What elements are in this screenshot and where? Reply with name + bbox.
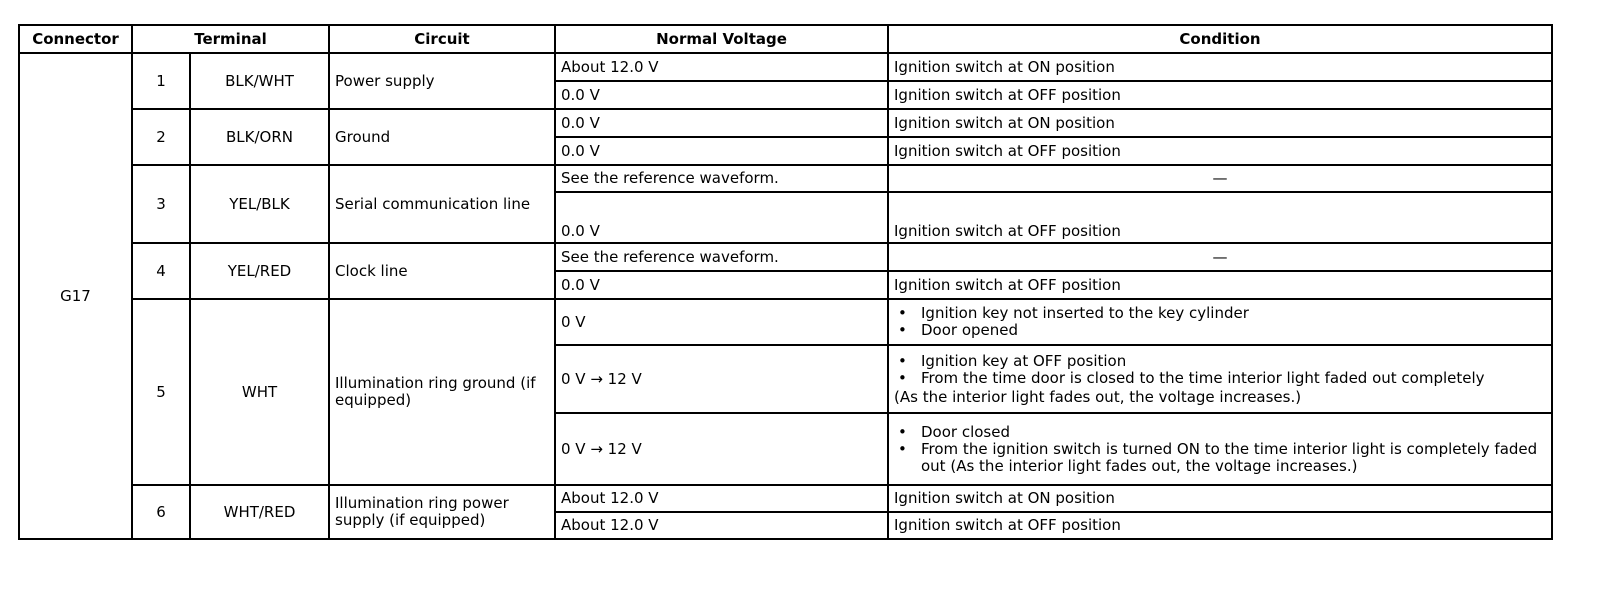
wire-color: WHT/RED — [190, 485, 329, 539]
header-connector: Connector — [19, 25, 132, 53]
voltage-cell: 0.0 V — [555, 137, 888, 165]
condition-cell — [888, 413, 1552, 485]
list-item: • From the time door is closed to the time interior light faded out completely — [894, 370, 1546, 387]
voltage-cell: 0.0 V — [555, 109, 888, 137]
circuit-name: Ground — [329, 109, 555, 165]
circuit-name: Illumination ring ground (if equipped) — [329, 299, 555, 485]
table-row — [19, 485, 1552, 512]
voltage-cell: About 12.0 V — [555, 53, 888, 81]
header-row — [19, 25, 1552, 53]
terminal-number: 6 — [132, 485, 190, 539]
wire-color: YEL/RED — [190, 243, 329, 299]
condition-cell: Ignition switch at OFF position — [888, 81, 1552, 109]
circuit-name: Illumination ring power supply (if equipped) — [329, 485, 555, 539]
voltage-cell: 0 V → 12 V — [555, 345, 888, 413]
terminal-number: 3 — [132, 165, 190, 243]
bullet-text: From the ignition switch is turned ON to the time interior light is completely faded out — [921, 439, 1538, 475]
wire-color: BLK/ORN — [190, 109, 329, 165]
header-voltage: Normal Voltage — [555, 25, 888, 53]
terminal-number: 5 — [132, 299, 190, 485]
condition-cell: Ignition switch at OFF position — [888, 137, 1552, 165]
voltage-cell: 0 V — [555, 299, 888, 345]
list-item — [894, 441, 1546, 475]
condition-cell: Ignition switch at ON position — [888, 109, 1552, 137]
terminal-voltage-table — [18, 24, 1553, 540]
condition-cell — [888, 299, 1552, 345]
circuit-name: Power supply — [329, 53, 555, 109]
terminal-number: 1 — [132, 53, 190, 109]
wire-color: BLK/WHT — [190, 53, 329, 109]
voltage-cell: 0.0 V — [555, 271, 888, 299]
header-circuit: Circuit — [329, 25, 555, 53]
wire-color: YEL/BLK — [190, 165, 329, 243]
table-row — [19, 243, 1552, 271]
voltage-cell: 0.0 V — [555, 81, 888, 109]
list-item: • Door closed — [894, 424, 1546, 441]
table-row — [19, 299, 1552, 345]
condition-list — [894, 424, 1546, 475]
voltage-cell: See the reference waveform. — [555, 165, 888, 192]
circuit-name: Serial communication line — [329, 165, 555, 243]
wire-color: WHT — [190, 299, 329, 485]
terminal-number: 4 — [132, 243, 190, 299]
voltage-cell: 0 V → 12 V — [555, 413, 888, 485]
condition-list — [894, 353, 1546, 387]
terminal-number: 2 — [132, 109, 190, 165]
condition-cell: — — [888, 165, 1552, 192]
condition-cell: Ignition switch at OFF position — [888, 192, 1552, 243]
table-row — [19, 109, 1552, 137]
list-item: • Door opened — [894, 322, 1546, 339]
condition-cell: Ignition switch at ON position — [888, 485, 1552, 512]
voltage-cell: See the reference waveform. — [555, 243, 888, 271]
condition-note: (As the interior light fades out, the voltage increases.) — [950, 456, 1358, 475]
condition-cell: Ignition switch at OFF position — [888, 271, 1552, 299]
condition-list — [894, 305, 1546, 339]
list-item: • Ignition key not inserted to the key cylinder — [894, 305, 1546, 322]
header-condition: Condition — [888, 25, 1552, 53]
voltage-cell: 0.0 V — [555, 192, 888, 243]
circuit-name: Clock line — [329, 243, 555, 299]
table-row — [19, 165, 1552, 192]
condition-cell: Ignition switch at OFF position — [888, 512, 1552, 539]
table-row — [19, 53, 1552, 81]
voltage-cell: About 12.0 V — [555, 485, 888, 512]
list-item: • Ignition key at OFF position — [894, 353, 1546, 370]
condition-cell: — — [888, 243, 1552, 271]
condition-cell — [888, 345, 1552, 413]
header-terminal: Terminal — [132, 25, 329, 53]
condition-cell: Ignition switch at ON position — [888, 53, 1552, 81]
voltage-cell: About 12.0 V — [555, 512, 888, 539]
connector-cell: G17 — [19, 53, 132, 539]
condition-note: (As the interior light fades out, the voltage increases.) — [894, 387, 1302, 406]
